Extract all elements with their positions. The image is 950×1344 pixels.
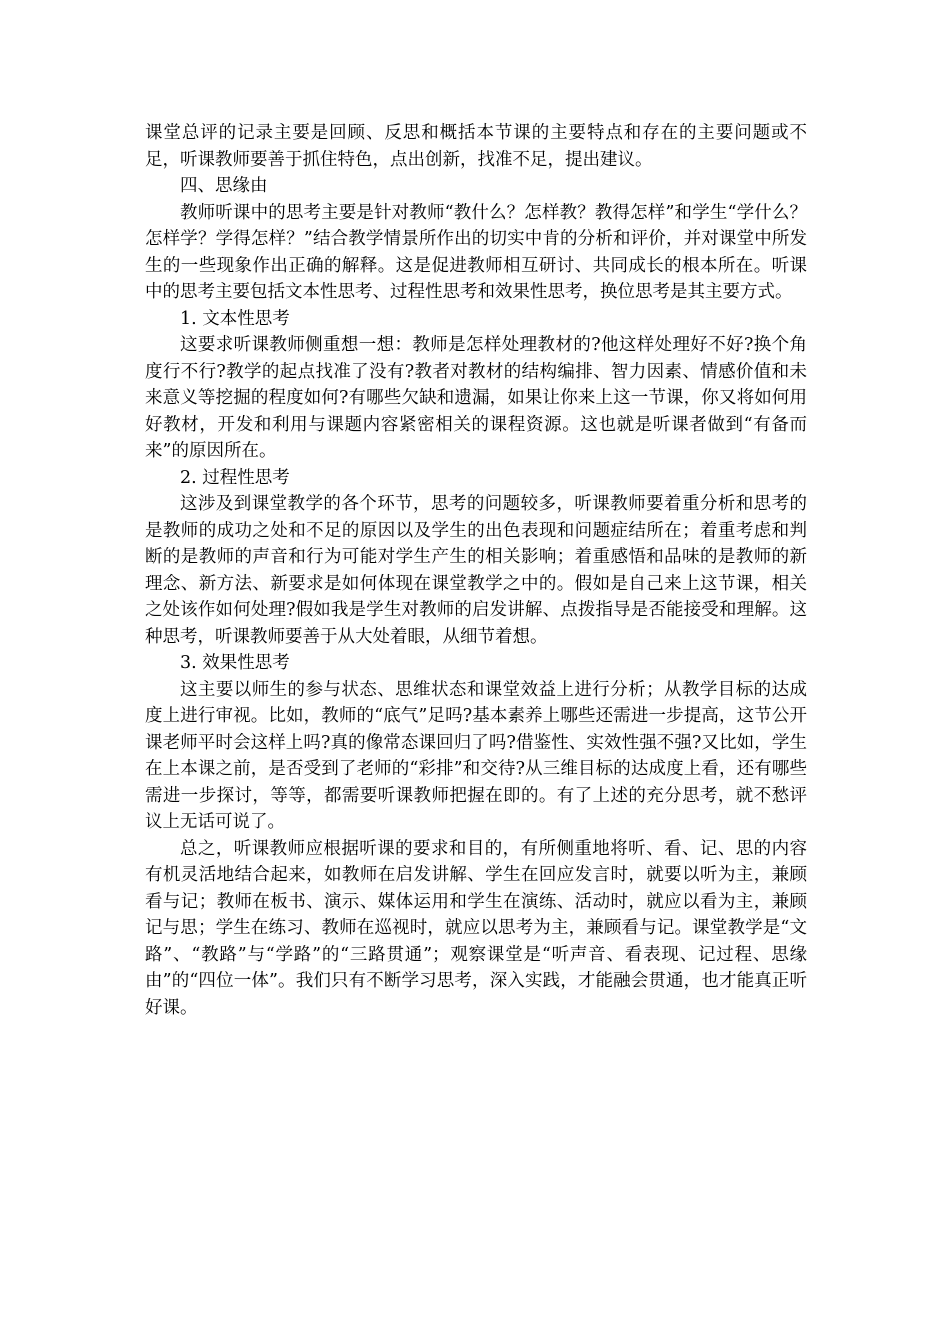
subsection-paragraph-effect: 这主要以师生的参与状态、思维状态和课堂效益上进行分析；从教学目标的达成度上进行审视。比如，教师的“底气”足吗?基本素养上哪些还需进一步提高，这节公开课老师平时会这样上吗?真的像常态课回归了吗?借鉴性、实效性强不强?又比如，学生在上本课之前，是否受到了老师的“彩排”和交待?从三维目标的达成度上看，还有哪些需进一步探讨，等等，都需要听课教师把握在即的。有了上述的充分思考，就不愁评议上无话可说了。 xyxy=(145,679,807,832)
subsection-heading-process: 2. 过程性思考 xyxy=(180,467,290,488)
subsection-paragraph-textual: 这要求听课教师侧重想一想：教师是怎样处理教材的?他这样处理好不好?换个角度行不行?教学的起点找准了没有?教者对教材的结构编排、智力因素、情感价值和未来意义等挖掘的程度如何?有哪些欠缺和遗漏，如果让你来上这一节课，你又将如何用好教材，开发和利用与课题内容紧密相关的课程资源。这也就是听课者做到“有备而来”的原因所在。 xyxy=(145,335,807,461)
conclusion-paragraph: 总之，听课教师应根据听课的要求和目的，有所侧重地将听、看、记、思的内容有机灵活地结合起来，如教师在启发讲解、学生在回应发言时，就要以听为主，兼顾看与记；教师在板书、演示、媒体运用和学生在演练、活动时，就应以看为主，兼顾记与思；学生在练习、教师在巡视时，就应以思考为主，兼顾看与记。课堂教学是“文路”、“教路”与“学路”的“三路贯通”；观察课堂是“听声音、看表现、记过程、思缘由”的“四位一体”。我们只有不断学习思考，深入实践，才能融会贯通，也才能真正听好课。 xyxy=(145,838,807,1018)
section-heading: 四、思缘由 xyxy=(180,176,268,196)
intro-paragraph: 课堂总评的记录主要是回顾、反思和概括本节课的主要特点和存在的主要问题或不足，听课教师要善于抓住特色，点出创新，找准不足，提出建议。 xyxy=(145,123,807,170)
document-page xyxy=(145,120,807,1021)
subsection-heading-textual: 1. 文本性思考 xyxy=(180,308,290,329)
section-paragraph: 教师听课中的思考主要是针对教师“教什么？怎样教？教得怎样”和学生“学什么？怎样学？学得怎样？”结合教学情景所作出的切实中肯的分析和评价，并对课堂中所发生的一些现象作出正确的解释。这是促进教师相互研讨、共同成长的根本所在。听课中的思考主要包括文本性思考、过程性思考和效果性思考，换位思考是其主要方式。 xyxy=(145,202,807,302)
subsection-paragraph-process: 这涉及到课堂教学的各个环节，思考的问题较多，听课教师要着重分析和思考的是教师的成功之处和不足的原因以及学生的出色表现和问题症结所在；着重考虑和判断的是教师的声音和行为可能对学生产生的相关影响；着重感悟和品味的是教师的新理念、新方法、新要求是如何体现在课堂教学之中的。假如是自己来上这节课，相关之处该作如何处理?假如我是学生对教师的启发讲解、点拨指导是否能接受和理解。这种思考，听课教师要善于从大处着眼，从细节着想。 xyxy=(145,494,807,647)
subsection-heading-effect: 3. 效果性思考 xyxy=(180,653,290,673)
